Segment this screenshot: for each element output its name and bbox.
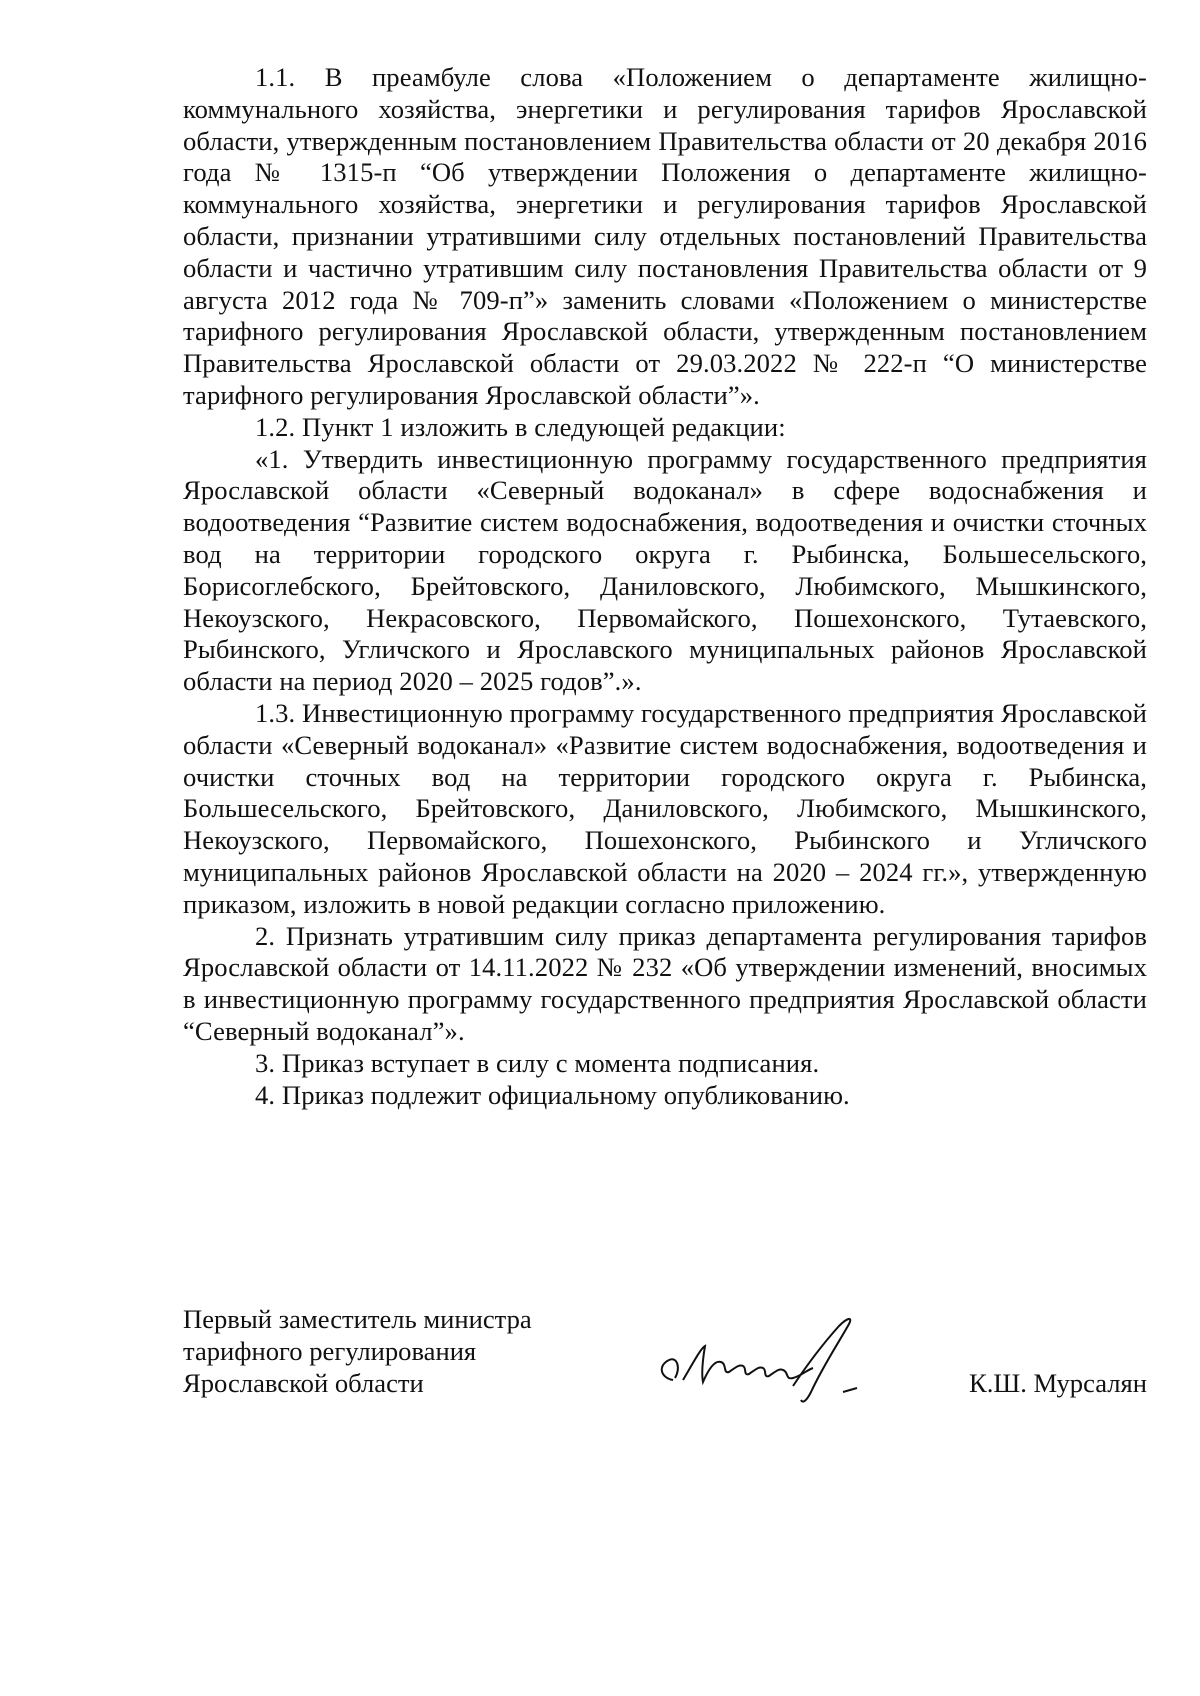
paragraph-3: 3. Приказ вступает в силу с момента подписания. xyxy=(255,1047,820,1078)
signatory-title-line: Ярославской области xyxy=(183,1367,424,1398)
paragraph-1-3: 1.3. Инвестиционную программу государственного предприятия Ярославской области «Северный водоканал» «Развитие систем водоснабжения, водоотведения и очистки сточных вод на территории городского округа г. Рыбинска, Большесельского, Брейтовского, Даниловского, Любимского, Мышкинского, Некоузского, Первомайского, Пошехонского, Рыбинского и Угличского муниципальных районов Ярославской области на 2020 – 2024 гг.», утвержденную приказом, изложить в новой редакции согласно приложению. xyxy=(183,697,1147,919)
signatory-title-line: тарифного регулирования xyxy=(183,1335,477,1366)
document-body xyxy=(183,62,1147,1111)
paragraph-1-1: 1.1. В преамбуле слова «Положением о департаменте жилищно-коммунального хозяйства, энергетики и регулирования тарифов Ярославской области, утвержденным постановлением Правительства области от 20 декабря 2016 года № 1315-п “Об утверждении Положения о департаменте жилищно-коммунального хозяйства, энергетики и регулирования тарифов Ярославской области, признании утратившими силу отдельных постановлений Правительства области и частично утратившим силу постановления Правительства области от 9 августа 2012 года № 709-п”» заменить словами «Положением о министерстве тарифного регулирования Ярославской области, утвержденным постановлением Правительства Ярославской области от 29.03.2022 № 222-п “О министерстве тарифного регулирования Ярославской области”». xyxy=(183,62,1147,410)
paragraph-1-2: 1.2. Пункт 1 изложить в следующей редакции: xyxy=(255,411,786,442)
signatory-name: К.Ш. Мурсалян xyxy=(969,1368,1147,1398)
paragraph-4: 4. Приказ подлежит официальному опубликованию. xyxy=(255,1079,850,1110)
handwritten-signature-icon xyxy=(643,1308,883,1408)
signatory-title-line: Первый заместитель министра xyxy=(183,1304,532,1334)
signature-block xyxy=(183,1304,1147,1424)
paragraph-2: 2. Признать утратившим силу приказ департамента регулирования тарифов Ярославской области от 14.11.2022 № 232 «Об утверждении изменений, вносимых в инвестиционную программу государственного предприятия Ярославской области “Северный водоканал”». xyxy=(183,920,1147,1046)
signatory-title xyxy=(183,1304,532,1399)
paragraph-quoted-item-1: «1. Утвердить инвестиционную программу государственного предприятия Ярославской области «Северный водоканал» в сфере водоснабжения и водоотведения “Развитие систем водоснабжения, водоотведения и очистки сточных вод на территории городского округа г. Рыбинска, Большесельского, Борисоглебского, Брейтовского, Даниловского, Любимского, Мышкинского, Некоузского, Некрасовского, Первомайского, Пошехонского, Тутаевского, Рыбинского, Угличского и Ярославского муниципальных районов Ярославской области на период 2020 – 2025 годов”.». xyxy=(183,443,1147,697)
